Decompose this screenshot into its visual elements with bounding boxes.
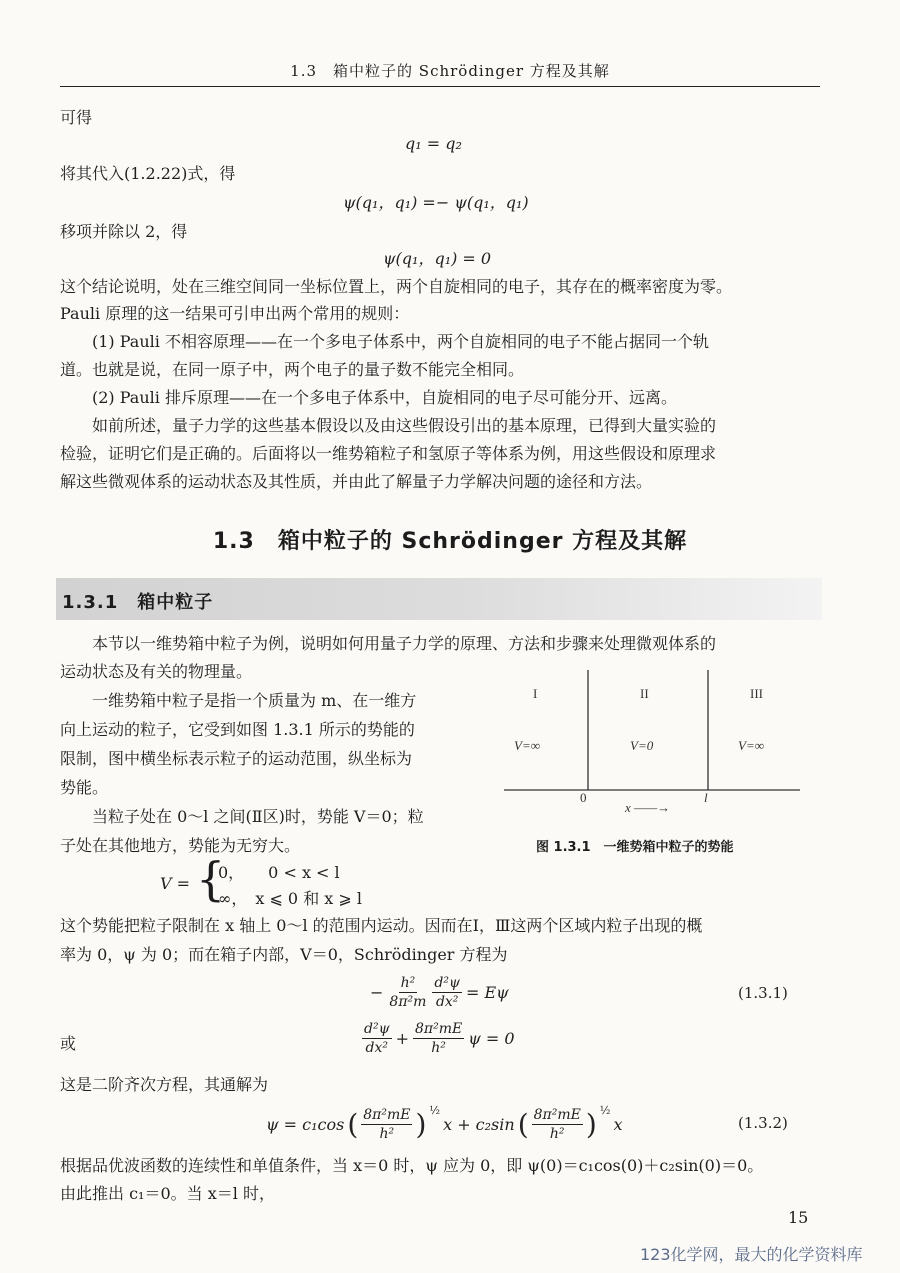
eq132-num2: 8π²mE [533,1107,581,1123]
eq132-lparen2-icon: ( [517,1108,529,1141]
paragraph-huo: 或 [60,1034,77,1053]
equation-psi-antisym: ψ(q₁，q₁) =− ψ(q₁，q₁) [343,193,529,212]
equation-q: q₁ = q₂ [405,134,462,153]
header-rule [60,86,820,87]
v-infinity-left: V=∞ [514,738,540,753]
eq131-den1: 8π²m [389,994,427,1010]
eq132-end: x [613,1115,623,1134]
equation-number-1-3-2: (1.3.2) [738,1114,788,1132]
p2-line2: 向上运动的粒子，它受到如图 1.3.1 所示的势能的 [60,720,415,739]
figure-potential-box [500,670,810,820]
tick-l: l [704,790,708,805]
eq131-minus: − [370,983,384,1002]
eq132-frac1 [361,1106,412,1143]
tick-zero: 0 [580,790,587,805]
eq131-frac1 [387,974,428,1011]
v-infinity-right: V=∞ [738,738,764,753]
paragraph-conclusion-line2: Pauli 原理的这一结果可引申出两个常用的规则： [60,304,410,323]
paragraph-ruqian-line2: 检验，证明它们是正确的。后面将以一维势箱粒子和氢原子等体系为例，用这些假设和原理求 [60,444,717,463]
x-axis-arrow-label: x ——→ [625,800,671,815]
p1-line1: 本节以一维势箱中粒子为例，说明如何用量子力学的原理、方法和步骤来处理微观体系的 [92,634,717,653]
paragraph-5: 这是二阶齐次方程，其通解为 [60,1075,269,1094]
eqalt-plus: + [395,1029,409,1048]
paragraph-conclusion-line1: 这个结论说明，处在三维空间同一坐标位置上，两个自旋相同的电子，其存在的概率密度为零。 [60,277,733,296]
paragraph-ruqian-line1: 如前所述，量子力学的这些基本假设以及由这些假设引出的基本原理，已得到大量实验的 [92,416,717,435]
p3-line2: 子处在其他地方，势能为无穷大。 [60,836,301,855]
eq132-den2: h² [549,1126,565,1142]
region-1-label: I [533,686,538,701]
eq132-lparen1-icon: ( [347,1108,359,1141]
paragraph-yixiang: 移项并除以 2，得 [60,222,188,241]
subsection-title: 1.3.1 箱中粒子 [62,592,214,613]
eq131-den2: dx² [435,994,459,1010]
eq132-den1: h² [379,1126,395,1142]
figure-caption: 图 1.3.1 一维势箱中粒子的势能 [536,840,734,855]
eqalt-frac2 [413,1020,464,1057]
equation-number-1-3-1: (1.3.1) [738,984,788,1002]
p2-line1: 一维势箱中粒子是指一个质量为 m、在一维方 [92,691,417,710]
p2-line4: 势能。 [60,778,109,797]
p6-line2: 由此推出 c₁＝0。当 x＝l 时， [60,1184,275,1203]
eq132-num1: 8π²mE [363,1107,411,1123]
piecewise-lhs: V = [160,874,191,893]
eqalt-frac1 [362,1020,392,1057]
eq131-num2: d²ψ [434,975,460,991]
equation-alt [362,1020,515,1057]
equation-1-3-2 [266,1106,622,1143]
paragraph-daoru: 将其代入(1.2.22)式，得 [60,164,236,183]
eq132-mid: x + c₂sin [443,1115,515,1134]
p3-line1: 当粒子处在 0～l 之间(Ⅱ区)时，势能 V＝0；粒 [92,807,424,826]
eqalt-den2: h² [431,1040,446,1056]
eqalt-num2: 8π²mE [414,1021,463,1037]
region-2-label: II [640,686,649,701]
p1-line2: 运动状态及有关的物理量。 [60,662,253,681]
eqalt-num1: d²ψ [364,1021,390,1037]
rule1-line2: 道。也就是说，在同一原子中，两个电子的量子数不能完全相同。 [60,360,525,379]
eq132-exp1: ½ [429,1104,441,1117]
piecewise-brace-icon: { [196,852,226,906]
page-number: 15 [788,1208,809,1227]
paragraph-ruqian-line3: 解这些微观体系的运动状态及其性质，并由此了解量子力学解决问题的途径和方法。 [60,472,653,491]
rule1-line1: (1) Pauli 不相容原理——在一个多电子体系中，两个自旋相同的电子不能占据同一个轨 [92,332,709,351]
v-zero: V=0 [630,738,654,753]
eq131-frac2 [432,974,462,1011]
p4-line1: 这个势能把粒子限制在 x 轴上 0～l 的范围内运动。因而在Ⅰ，Ⅲ这两个区域内粒子出现的概 [60,916,703,935]
eq131-num1: h² [400,975,416,991]
eq132-rparen1-icon: ) [415,1108,427,1141]
region-3-label: III [750,686,763,701]
paragraph-keyi: 可得 [60,108,93,127]
p2-line3: 限制，图中横坐标表示粒子的运动范围，纵坐标为 [60,749,413,768]
piecewise-case2: ∞， x ⩽ 0 和 x ⩾ l [218,889,363,908]
p6-line1: 根据品优波函数的连续性和单值条件，当 x＝0 时，ψ 应为 0，即 ψ(0)＝c₁cos(0)＋c₂sin(0)＝0。 [60,1156,764,1175]
p4-line2: 率为 0，ψ 为 0；而在箱子内部，V＝0，Schrödinger 方程为 [60,945,508,964]
eqalt-rhs: ψ = 0 [468,1029,515,1048]
running-header: 1.3 箱中粒子的 Schrödinger 方程及其解 [290,62,610,80]
eq132-exp2: ½ [599,1104,611,1117]
eqalt-den1: dx² [365,1040,389,1056]
piecewise-case1: 0， 0 < x < l [218,863,340,882]
equation-1-3-1 [370,974,509,1011]
section-title: 1.3 箱中粒子的 Schrödinger 方程及其解 [212,529,688,554]
eq132-frac2 [532,1106,583,1143]
rule2: (2) Pauli 排斥原理——在一个多电子体系中，自旋相同的电子尽可能分开、远离。 [92,388,677,407]
equation-psi-zero: ψ(q₁，q₁) = 0 [383,249,492,268]
eq131-rhs: = Eψ [465,983,509,1002]
eq132-lhs: ψ = c₁cos [266,1115,345,1134]
eq132-rparen2-icon: ) [585,1108,597,1141]
watermark: 123化学网，最大的化学资料库 [640,1245,863,1264]
